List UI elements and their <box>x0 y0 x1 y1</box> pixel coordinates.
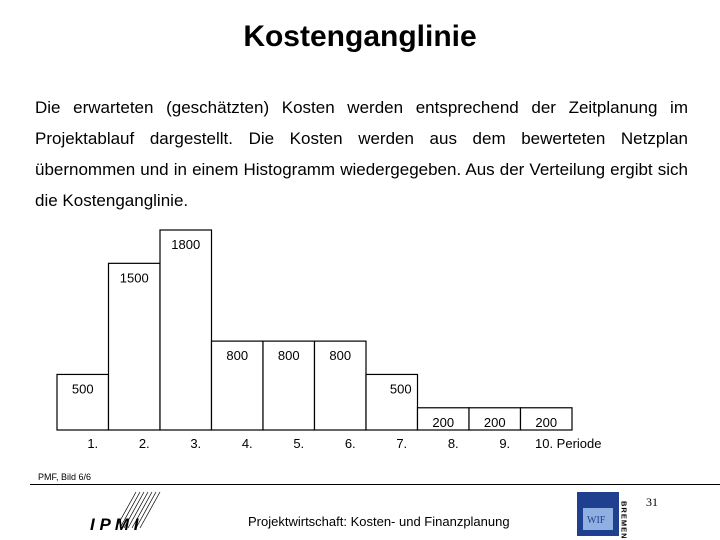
bar-value-label-1: 500 <box>71 381 94 397</box>
bar-value-label-6: 800 <box>329 348 352 364</box>
bar-value-label-9: 200 <box>483 414 506 430</box>
wir-logo-text: WIF <box>587 515 606 526</box>
bar-value-label-2: 1500 <box>119 270 149 286</box>
category-label-9: 9. <box>499 436 511 451</box>
category-label-1: 1. <box>87 436 99 451</box>
category-label-6: 6. <box>344 436 356 451</box>
bar-value-label-5: 800 <box>277 348 300 364</box>
slide-body-text: Die erwarteten (geschätzten) Kosten werden entsprechend der Zeitplanung im Projektablauf dargestellt. Die Kosten werden aus dem bewerteten Netzplan übernommen und in einem Histogramm wiedergegeben. Aus der Verteilung ergibt sich die Kostenganglinie. <box>35 98 688 210</box>
category-label-10: 10. Periode <box>535 436 602 451</box>
bar-value-label-8: 200 <box>432 414 455 430</box>
footer-divider <box>30 484 720 485</box>
category-label-3: 3. <box>190 436 202 451</box>
category-label-2: 2. <box>138 436 150 451</box>
wir-logo-letters: BREMEN <box>619 501 629 540</box>
footer-title: Projektwirtschaft: Kosten- und Finanzplanung <box>248 514 510 529</box>
category-label-5: 5. <box>293 436 305 451</box>
bar-value-label-3: 1800 <box>171 237 201 252</box>
bar-value-label-4: 800 <box>226 348 249 364</box>
ipmi-logo-text: I P M I <box>90 515 139 534</box>
bar-value-label-7: 500 <box>389 381 412 397</box>
footer-source-label: PMF, Bild 6/6 <box>38 472 92 482</box>
bar-value-label-10: 200 <box>535 414 558 430</box>
bar-3 <box>160 230 212 430</box>
bar-2 <box>109 263 161 430</box>
slide-title: Kostenganglinie <box>243 20 477 53</box>
wir-bremen-logo <box>575 490 647 540</box>
category-label-7: 7. <box>396 436 408 451</box>
ipmi-logo <box>88 490 168 535</box>
page-number: 31 <box>646 495 658 509</box>
category-label-4: 4. <box>241 436 253 451</box>
category-label-8: 8. <box>447 436 459 451</box>
